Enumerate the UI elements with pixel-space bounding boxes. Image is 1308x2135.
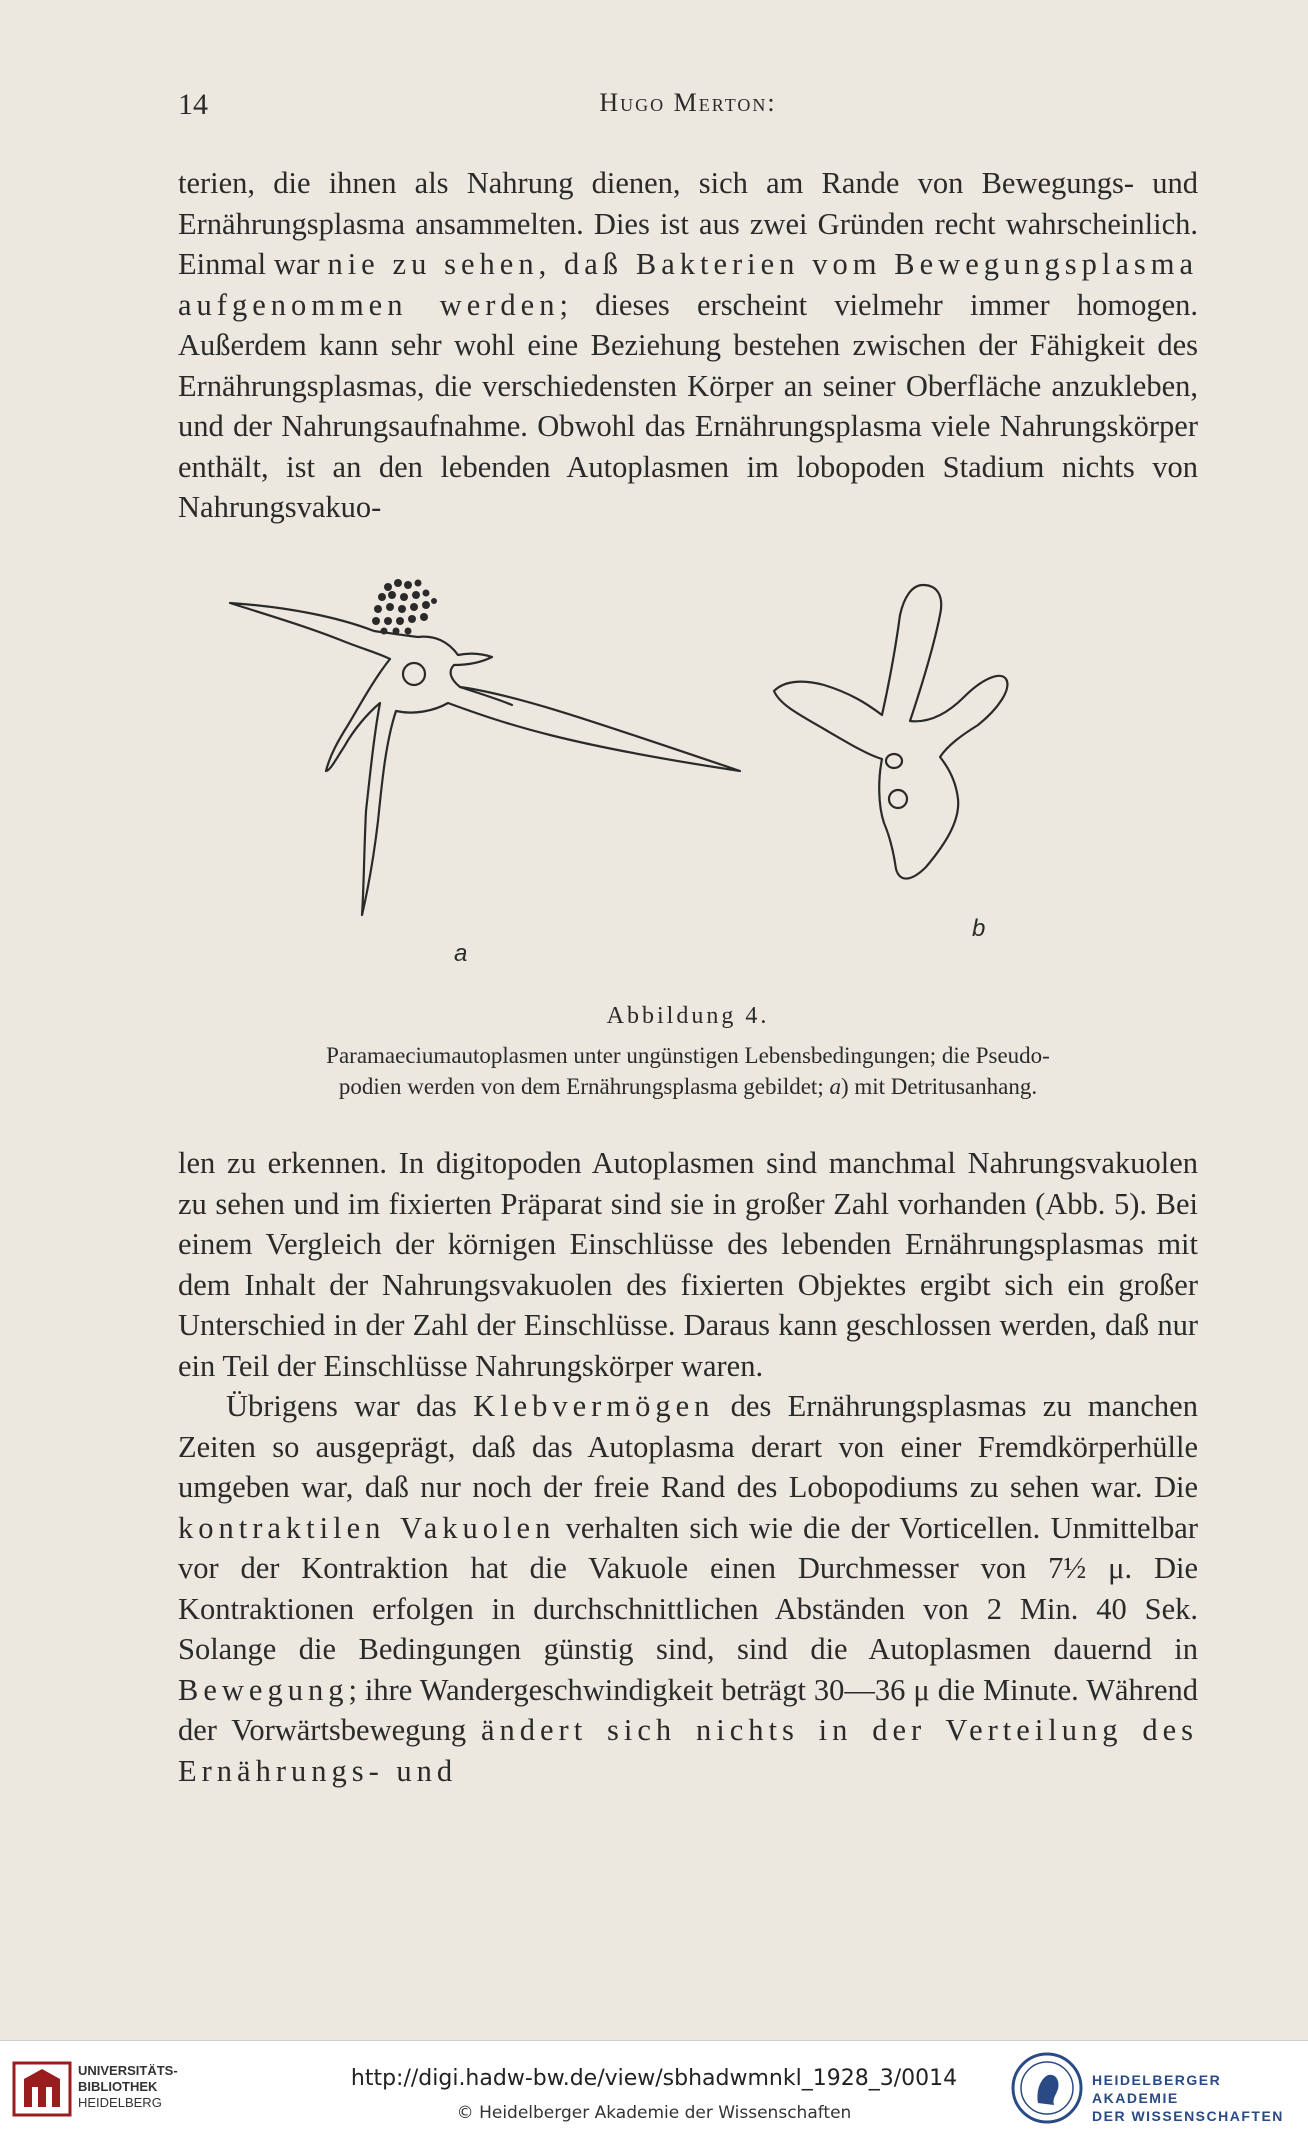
emphasized-text: ändert sich nichts in der Verteilung des Ernährungs- und	[178, 1713, 1199, 1788]
figure-caption	[178, 1040, 1198, 1102]
emphasized-text: kontraktilen Vakuolen	[178, 1510, 556, 1545]
page-header	[178, 88, 1198, 128]
paragraph: terien, die ihnen als Nahrung dienen, sich am Rande von Bewegungs- und Ernährungsplasma ansammelten. Dies ist aus zwei Gründen recht wahrscheinlich. Einmal war nie zu sehen, daß Bakterien vom Bewegungsplasma aufgenommen werden; dieses erscheint vielmehr immer homogen. Außerdem kann sehr wohl eine Beziehung bestehen zwischen der Fähigkeit des Ernährungsplasmas, die verschiedensten Körper an seiner Oberfläche anzukleben, und der Nahrungsaufnahme. Obwohl das Ernährungsplasma viele Nahrungskörper enthält, ist an den lebenden Autoplasmen im lobopoden Stadium nichts von Nahrungsvakuo-	[178, 166, 1198, 524]
figure-label-a: a	[454, 940, 468, 967]
permalink-url[interactable]: http://digi.hadw-bw.de/view/sbhadwmnkl_1928_3/0014	[350, 2066, 958, 2091]
vacuole-b-lower	[889, 790, 907, 808]
autoplasm-b-outline	[774, 585, 1007, 879]
university-library-name: UNIVERSITÄTS- BIBLIOTHEK HEIDELBERG	[78, 2063, 178, 2110]
figure-4	[178, 575, 1198, 995]
figure-label-b: b	[972, 915, 986, 942]
caption-line: podien werden von dem Ernährungsplasma gebildet; a) mit Detritusanhang.	[338, 1074, 1038, 1099]
autoplasm-a-outline	[230, 603, 740, 915]
running-head: Hugo Merton:	[599, 88, 777, 117]
vacuole-a	[403, 663, 425, 685]
page-number: 14	[178, 88, 208, 121]
emphasized-text: Klebvermögen	[473, 1389, 715, 1423]
figure-drawing	[178, 575, 1198, 995]
academy-name: HEIDELBERGER AKADEMIE DER WISSENSCHAFTEN	[1092, 2072, 1284, 2124]
academy-seal-icon	[1010, 2051, 1084, 2125]
viewer-footer	[0, 2040, 1308, 2135]
body-text-after-figure	[178, 1143, 1198, 1791]
emphasized-text: Bewegung	[178, 1672, 349, 1707]
detritus-cluster	[372, 579, 437, 635]
paragraph: len zu erkennen. In digitopoden Autoplasmen sind manchmal Nahrungsvakuolen zu sehen und im fixierten Präparat sind sie in großer Zahl vorhanden (Abb. 5). Bei einem Vergleich der körnigen Einschlüsse des lebenden Ernährungsplasmas mit dem Inhalt der Nahrungsvakuolen des fixierten Objektes ergibt sich ein großer Unterschied in der Zahl der Einschlüsse. Daraus kann geschlossen werden, daß nur ein Teil der Einschlüsse Nahrungskörper waren.	[178, 1146, 1198, 1383]
paragraph: Übrigens war das Klebvermögen des Ernährungsplasmas zu manchen Zeiten so ausgeprägt, daß das Autoplasma derart von einer Fremdkörperhülle umgeben war, daß nur noch der freie Rand des Lobopodiums zu sehen war. Die kontraktilen Vakuolen verhalten sich wie die der Vorticellen. Unmittelbar vor der Kontraktion hat die Vakuole einen Durchmesser von 7½ μ. Die Kontraktionen erfolgen in durchschnittlichen Abständen von 2 Min. 40 Sek. Solange die Bedingungen günstig sind, sind die Autoplasmen dauernd in Bewegung; ihre Wandergeschwindigkeit beträgt 30—36 μ die Minute. Während der Vorwärtsbewegung ändert sich nichts in der Verteilung des Ernährungs- und	[178, 1389, 1199, 1788]
emphasized-text: nie zu sehen, daß Bakterien vom Bewegungsplasma aufgenommen werden	[178, 247, 1198, 322]
vacuole-b-upper	[886, 754, 902, 768]
copyright-notice: © Heidelberger Akademie der Wissenschaften	[456, 2103, 852, 2123]
body-text-before-figure	[178, 163, 1198, 528]
figure-title: Abbildung 4.	[606, 1003, 770, 1029]
caption-line: Paramaeciumautoplasmen unter ungünstigen Lebensbedingungen; die Pseudo-	[326, 1043, 1050, 1068]
